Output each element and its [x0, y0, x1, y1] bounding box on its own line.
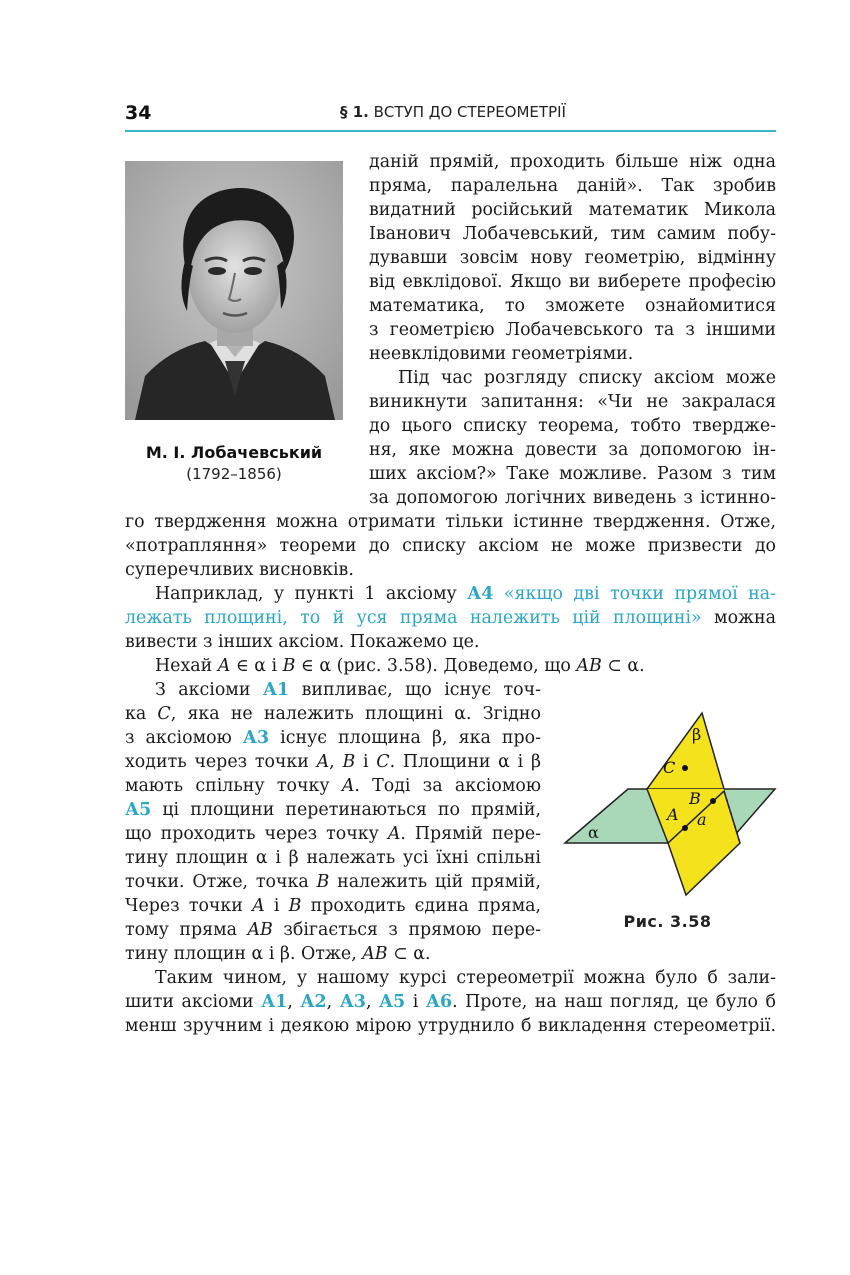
portrait-caption-name: М. І. Лобачевський: [145, 443, 323, 462]
text-line: виникнути запитання: «Чи не закралася: [369, 392, 776, 412]
text-line: з аксіомою А3 існує площина β, яка про-: [125, 728, 541, 748]
text-line: Наприклад, у пункті 1 аксіому А4 «якщо дві точки прямої на-: [155, 584, 776, 604]
text-line: Іванович Лобачевський, тим самим побу-: [369, 224, 776, 244]
text-line: дувавши зовсім нову геометрію, відмінну: [369, 248, 776, 268]
text-line: даній прямій, проходить більше ніж одна: [369, 152, 776, 172]
text-line: вивести з інших аксіом. Покажемо це.: [125, 632, 480, 652]
figure-3-58: [560, 705, 780, 900]
label-beta: β: [692, 725, 702, 744]
text-line: що проходить через точку A. Прямій пере-: [125, 824, 541, 844]
text-line: тому пряма AB збігається з прямою пере-: [125, 920, 541, 940]
axiom-ref-a3: А3: [242, 728, 270, 748]
text-line: неевклідовими геометріями.: [369, 344, 634, 364]
running-title: [340, 103, 566, 121]
text-line: Через точки A і B проходить єдина пряма,: [125, 896, 542, 916]
point-b: [710, 798, 716, 804]
section-mark: § 1.: [340, 103, 369, 121]
text-line: суперечливих висновків.: [125, 560, 354, 580]
text-line: менш зручним і деякою мірою утруднило б викладення стереометрії.: [125, 1016, 776, 1036]
label-b-point: B: [689, 789, 701, 808]
text-line: З аксіоми А1 випливає, що існує точ-: [155, 680, 541, 700]
axiom-ref-a3: А3: [339, 992, 366, 1012]
text-line: видатний російський математик Микола: [369, 200, 776, 220]
text-line: від евклідової. Якщо ви виберете професію: [369, 272, 776, 292]
text-line: Нехай A ∈ α і B ∈ α (рис. 3.58). Доведемо, що AB ⊂ α.: [155, 656, 645, 676]
text-line: ходить через точки A, B і C. Площини α і β: [125, 752, 541, 772]
section-title: ВСТУП ДО СТЕРЕОМЕТРІЇ: [373, 103, 566, 121]
text-line: А5 ці площини перетинаються по прямій,: [125, 800, 541, 820]
text-line: шити аксіоми А1, А2, А3, А5 і А6. Проте, на наш погляд, це було б: [125, 992, 776, 1012]
axiom-ref-a5: А5: [378, 992, 406, 1012]
axiom-ref-a2: А2: [300, 992, 327, 1012]
page-number: 34: [125, 102, 152, 124]
axiom-ref-a5: А5: [125, 800, 152, 820]
text-line: Таким чином, у нашому курсі стереометрії можна було б зали-: [155, 968, 776, 988]
label-line-a: a: [697, 810, 707, 829]
text-line: тину площин α і β. Отже, AB ⊂ α.: [125, 944, 431, 964]
text-line: ка C, яка не належить площині α. Згідно: [125, 704, 541, 724]
text-line: за допомогою логічних виведень з істинно-: [369, 488, 776, 508]
text-line: мають спільну точку A. Тоді за аксіомою: [125, 776, 541, 796]
figure-caption: Рис. 3.58: [623, 912, 712, 931]
lobachevsky-portrait: [125, 161, 343, 420]
text-line: математика, то зможете ознайомитися: [369, 296, 776, 316]
label-a-point: A: [667, 805, 679, 824]
text-line: «потрапляння» теореми до списку аксіом не може призвести до: [125, 536, 776, 556]
text-line: до цього списку теорема, тобто твердже-: [369, 416, 776, 436]
text-line: ших аксіом?» Таке можливе. Разом з тим: [369, 464, 776, 484]
plane-beta-upper: [647, 713, 724, 789]
axiom-ref-a1: А1: [262, 680, 290, 700]
label-alpha: α: [588, 823, 599, 842]
axiom-ref-a1: А1: [261, 992, 288, 1012]
text-line: точки. Отже, точка B належить цій прямій,: [125, 872, 541, 892]
page-header: [125, 100, 776, 132]
text-line: Під час розгляду списку аксіом може: [398, 368, 776, 388]
text-line: тину площин α і β належать усі їхні спільні: [125, 848, 541, 868]
point-a: [682, 825, 688, 831]
label-c: C: [663, 758, 676, 777]
text-line: ня, яке можна довести за допомогою ін-: [369, 440, 776, 460]
axiom-ref-a4: А4: [467, 584, 494, 604]
portrait-caption-years: (1792–1856): [186, 465, 282, 483]
point-c: [682, 765, 688, 771]
text-line: го твердження можна отримати тільки істинне твердження. Отже,: [125, 512, 776, 532]
text-line: лежать площині, то й уся пряма належить цій площині» можна: [125, 608, 776, 628]
text-line: пряма, паралельна даній». Так зробив: [369, 176, 776, 196]
text-line: з геометрією Лобачевського та з іншими: [369, 320, 776, 340]
axiom-ref-a6: А6: [425, 992, 453, 1012]
